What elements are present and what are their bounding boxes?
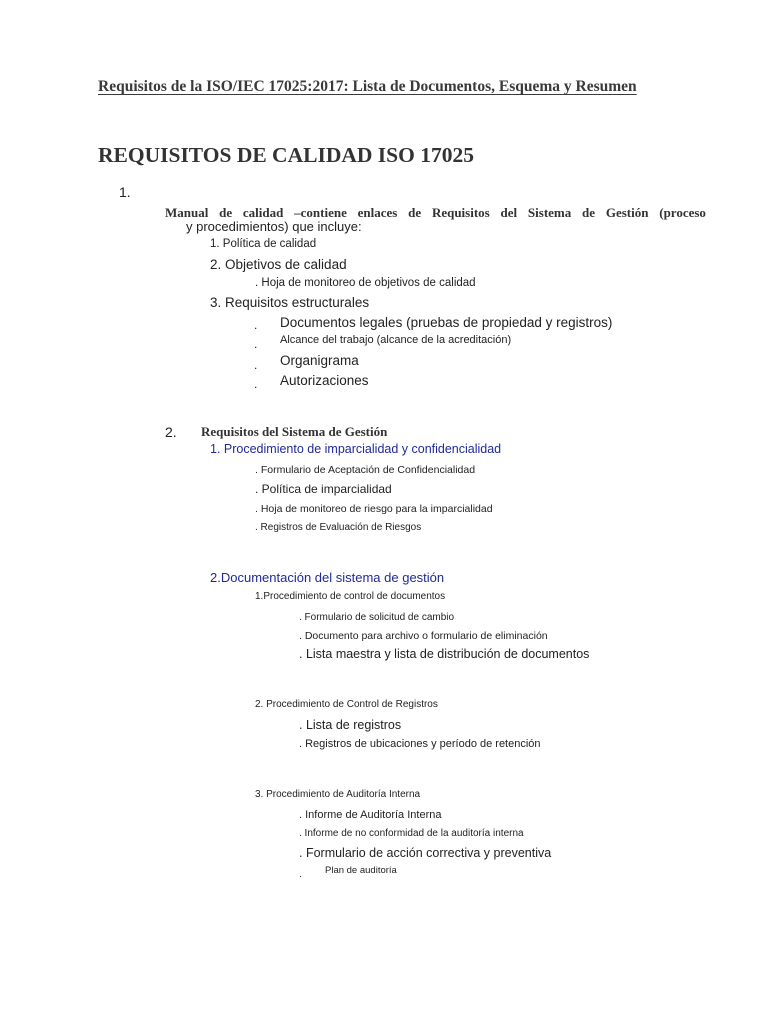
control-documentos-heading: 1.Procedimiento de control de documentos bbox=[255, 591, 446, 602]
item-objetivos-sub: . Hoja de monitoreo de objetivos de calidad bbox=[255, 277, 476, 289]
intro-word: Gestión bbox=[605, 205, 649, 220]
bullet-dot: . bbox=[254, 318, 258, 332]
bullet-dot: . bbox=[254, 337, 258, 351]
intro-word: del bbox=[500, 205, 518, 220]
imparcialidad-sub-formulario: . Formulario de Aceptación de Confidencialidad bbox=[255, 464, 476, 476]
intro-word: Sistema bbox=[527, 205, 572, 220]
cr-lista-registros: . Lista de registros bbox=[299, 718, 402, 732]
intro-word: –contiene bbox=[294, 205, 347, 220]
main-title: REQUISITOS DE CALIDAD ISO 17025 bbox=[98, 143, 474, 167]
item-alcance-trabajo: Alcance del trabajo (alcance de la acreditación) bbox=[280, 334, 512, 346]
imparcialidad-sub-registros: . Registros de Evaluación de Riesgos bbox=[255, 522, 422, 533]
documentacion-heading: 2.Documentación del sistema de gestión bbox=[210, 570, 445, 585]
section-1-number: 1. bbox=[119, 184, 131, 200]
intro-word: de bbox=[582, 205, 596, 220]
intro-word: de bbox=[408, 205, 422, 220]
au-informe-no-conformidad: . Informe de no conformidad de la auditoría interna bbox=[299, 828, 524, 839]
item-requisitos-estructurales: 3. Requisitos estructurales bbox=[210, 295, 370, 310]
item-autorizaciones: Autorizaciones bbox=[280, 373, 369, 388]
item-politica-calidad: 1. Política de calidad bbox=[210, 238, 317, 250]
bullet-dot: . bbox=[299, 869, 302, 880]
au-plan-auditoria: Plan de auditoría bbox=[325, 865, 397, 876]
imparcialidad-sub-politica: . Política de imparcialidad bbox=[255, 482, 392, 496]
cd-lista-maestra: . Lista maestra y lista de distribución de documentos bbox=[299, 647, 590, 661]
cd-formulario-cambio: . Formulario de solicitud de cambio bbox=[299, 612, 455, 623]
section-2-title: Requisitos del Sistema de Gestión bbox=[201, 424, 388, 439]
imparcialidad-heading: 1. Procedimiento de imparcialidad y confidencialidad bbox=[210, 442, 502, 456]
intro-word: Manual bbox=[165, 205, 209, 220]
document-header: Requisitos de la ISO/IEC 17025:2017: Lista de Documentos, Esquema y Resumen bbox=[98, 78, 637, 95]
item-objetivos-calidad: 2. Objetivos de calidad bbox=[210, 257, 347, 272]
cd-documento-archivo: . Documento para archivo o formulario de eliminación bbox=[299, 630, 548, 642]
bullet-dot: . bbox=[254, 358, 258, 372]
imparcialidad-sub-hoja-riesgo: . Hoja de monitoreo de riesgo para la imparcialidad bbox=[255, 503, 493, 515]
intro-word: Requisitos bbox=[431, 205, 490, 220]
cr-registros-ubicaciones: . Registros de ubicaciones y período de retención bbox=[299, 738, 541, 750]
intro-word: de bbox=[219, 205, 233, 220]
intro-word: (proceso bbox=[659, 205, 706, 220]
item-documentos-legales: Documentos legales (pruebas de propiedad y registros) bbox=[280, 315, 613, 330]
auditoria-interna-heading: 3. Procedimiento de Auditoría Interna bbox=[255, 789, 421, 800]
intro-word: calidad bbox=[242, 205, 284, 220]
au-informe-auditoria: . Informe de Auditoría Interna bbox=[299, 809, 442, 821]
control-registros-heading: 2. Procedimiento de Control de Registros bbox=[255, 699, 438, 710]
section-2-number: 2. bbox=[165, 424, 177, 440]
intro-word: enlaces bbox=[357, 205, 398, 220]
item-organigrama: Organigrama bbox=[280, 353, 359, 368]
section-1-intro-line2: y procedimientos) que incluye: bbox=[186, 219, 362, 234]
bullet-dot: . bbox=[254, 377, 258, 391]
au-formulario-accion: . Formulario de acción correctiva y preventiva bbox=[299, 846, 552, 860]
